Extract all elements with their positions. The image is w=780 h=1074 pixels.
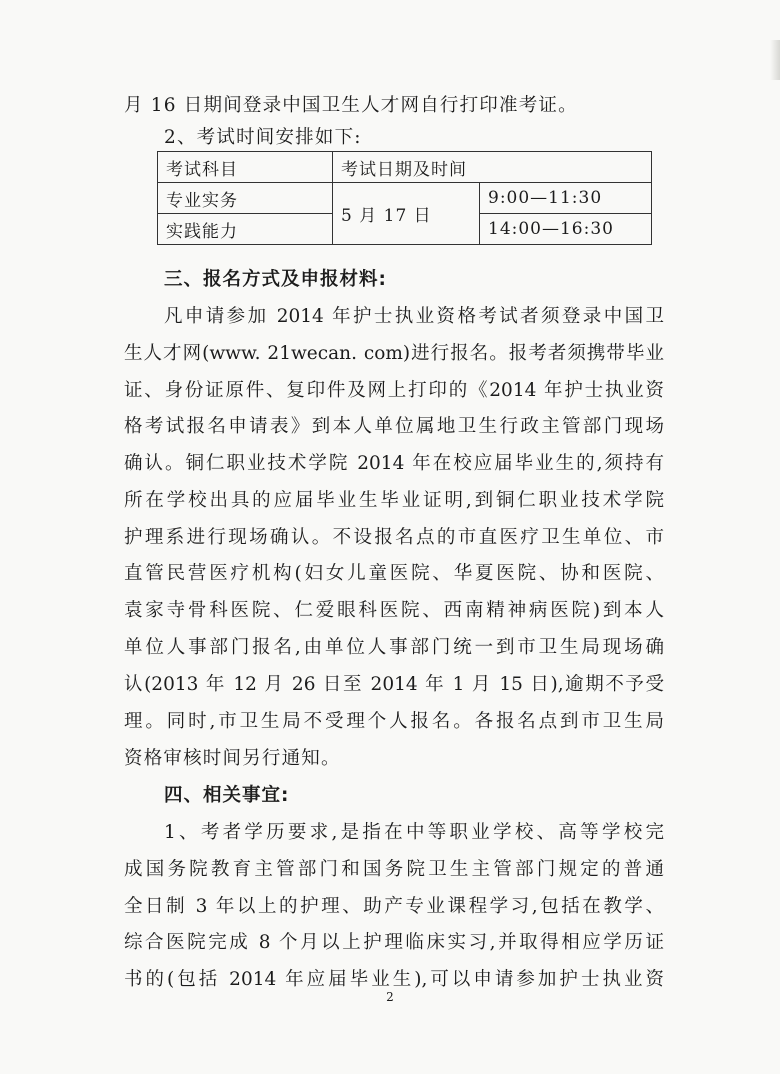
text-line: 综合医院完成 8 个月以上护理临床实习,并取得相应学历证: [124, 932, 664, 953]
table-header-datetime: 考试日期及时间: [333, 152, 652, 183]
text-line: 所在学校出具的应届毕业生毕业证明,到铜仁职业技术学院: [124, 490, 664, 511]
text-line: 1、考者学历要求,是指在中等职业学校、高等学校完: [164, 822, 664, 843]
table-cell-subject: 实践能力: [158, 214, 333, 245]
section-heading: 三、报名方式及申报材料:: [164, 269, 387, 290]
table-header-row: [158, 152, 652, 183]
exam-schedule-table: [157, 151, 652, 245]
text-line: 月 16 日期间登录中国卫生人才网自行打印准考证。: [124, 95, 578, 116]
text-line: 书的(包括 2014 年应届毕业生),可以申请参加护士执业资: [124, 969, 664, 990]
table-header-subject: 考试科目: [158, 152, 333, 183]
text-line: 凡申请参加 2014 年护士执业资格考试者须登录中国卫: [164, 306, 664, 327]
text-line: 护理系进行现场确认。不设报名点的市直医疗卫生单位、市: [124, 527, 664, 548]
text-line: 资格审核时间另行通知。: [124, 748, 341, 769]
table-cell-subject: 专业实务: [158, 183, 333, 214]
text-line: 全日制 3 年以上的护理、助产专业课程学习,包括在教学、: [124, 896, 664, 917]
text-line: 确认。铜仁职业技术学院 2014 年在校应届毕业生的,须持有: [124, 453, 664, 474]
table-cell-date: 5 月 17 日: [333, 183, 480, 245]
section-heading: 四、相关事宜:: [164, 785, 290, 806]
scan-edge-mark: [770, 40, 780, 80]
text-line: 袁家寺骨科医院、仁爱眼科医院、西南精神病医院)到本人: [124, 600, 664, 621]
text-line: 认(2013 年 12 月 26 日至 2014 年 1 月 15 日),逾期不予受: [124, 674, 664, 695]
text-line: 理。同时,市卫生局不受理个人报名。各报名点到市卫生局: [124, 711, 664, 732]
page-number: 2: [386, 990, 394, 1004]
table-cell-time: 14:00—16:30: [480, 214, 652, 245]
text-line: 单位人事部门报名,由单位人事部门统一到市卫生局现场确: [124, 637, 664, 658]
text-line: 直管民营医疗机构(妇女儿童医院、华夏医院、协和医院、: [124, 563, 664, 584]
table-cell-time: 9:00—11:30: [480, 183, 652, 214]
table-row: [158, 183, 652, 214]
text-line: 生人才网(www. 21wecan. com)进行报名。报考者须携带毕业: [124, 343, 664, 364]
text-line: 格考试报名申请表》到本人单位属地卫生行政主管部门现场: [124, 416, 664, 437]
section-subtitle: 2、考试时间安排如下:: [164, 127, 362, 148]
text-line: 成国务院教育主管部门和国务院卫生主管部门规定的普通: [124, 859, 664, 880]
text-line: 证、身份证原件、复印件及网上打印的《2014 年护士执业资: [124, 380, 664, 401]
